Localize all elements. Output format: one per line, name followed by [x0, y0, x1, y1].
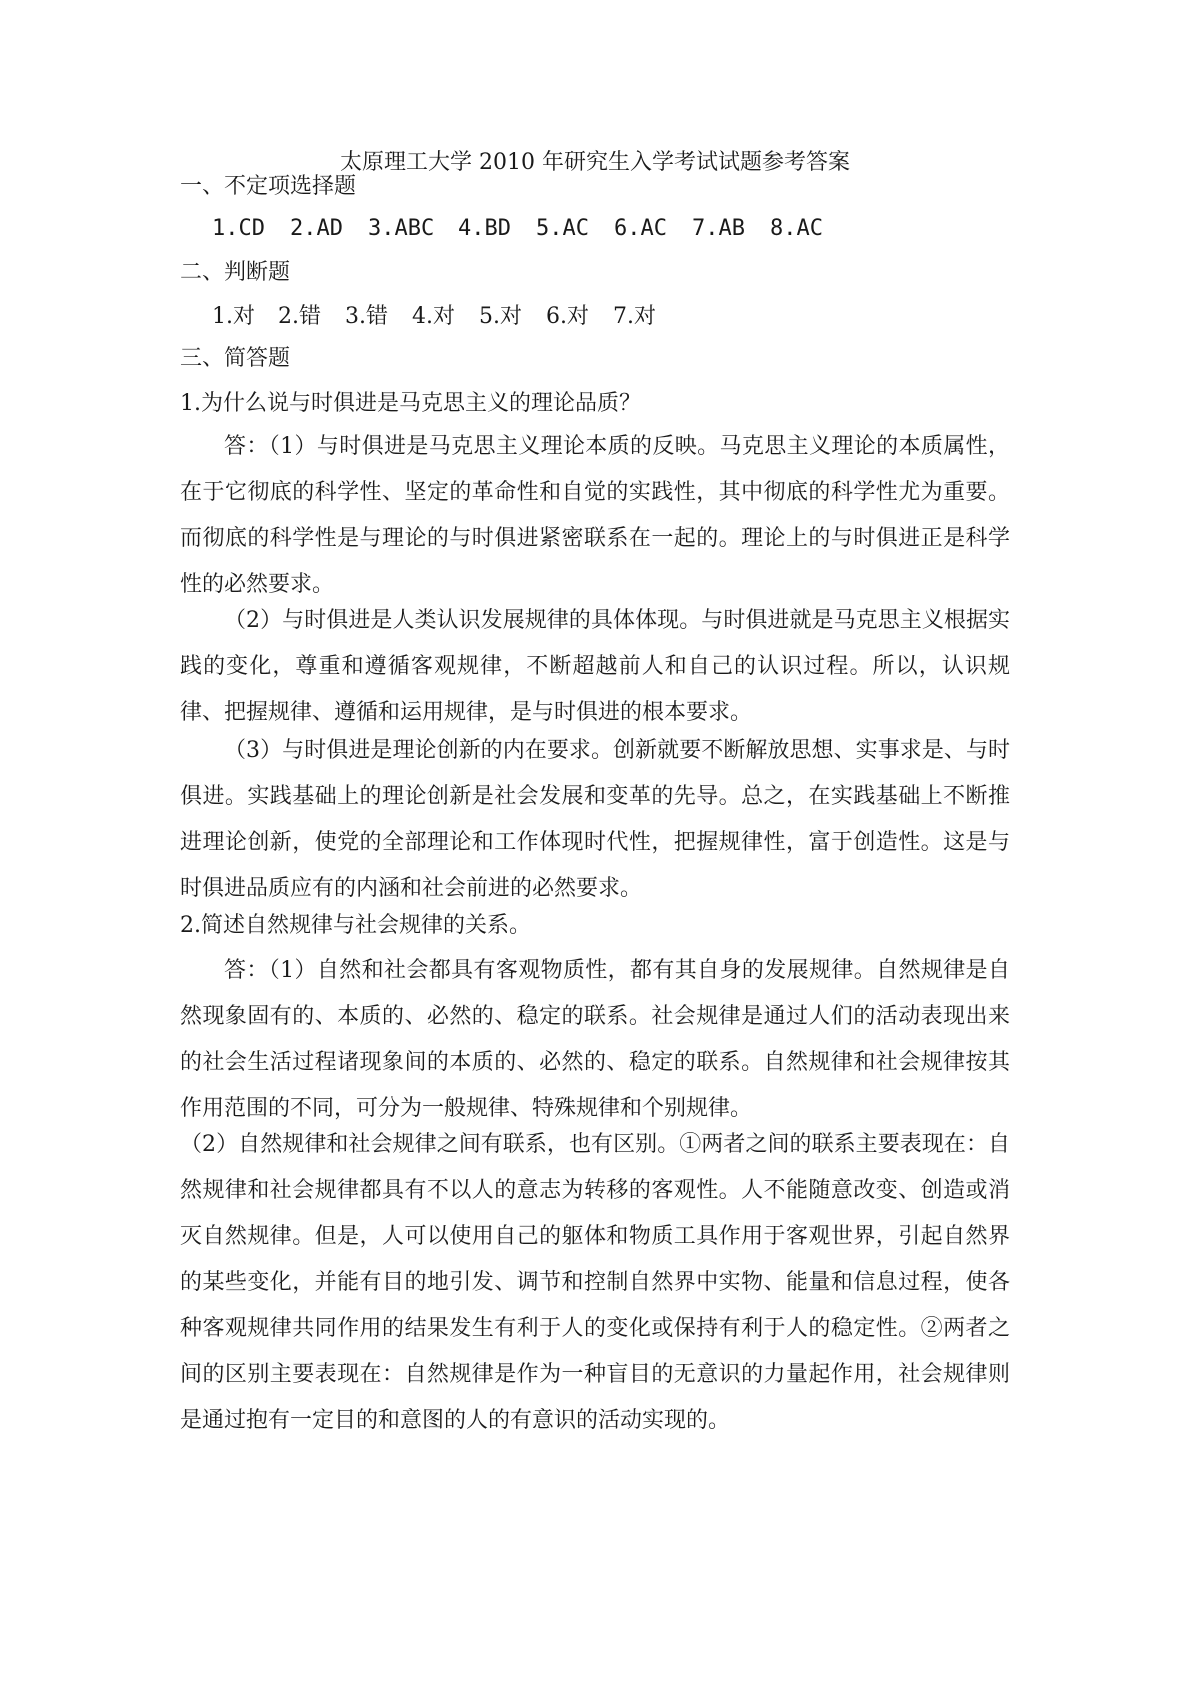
question-1: 1.为什么说与时俱进是马克思主义的理论品质？ [180, 391, 641, 416]
answer-item: 2.错 [278, 304, 321, 329]
answer-item: 6.AC [614, 216, 667, 241]
answer-item: 4.对 [412, 304, 455, 329]
answer-1-paragraph-1: 答：（1）与时俱进是马克思主义理论本质的反映。马克思主义理论的本质属性，在于它彻底的科学性、坚定的革命性和自觉的实践性，其中彻底的科学性尤为重要。而彻底的科学性是与理论的与时俱进紧密联系在一起的。理论上的与时俱进正是科学性的必然要求。 [180, 434, 1010, 597]
answer-1-paragraph-3: （3）与时俱进是理论创新的内在要求。创新就要不断解放思想、实事求是、与时俱进。实践基础上的理论创新是社会发展和变革的先导。总之，在实践基础上不断推进理论创新，使党的全部理论和工作体现时代性，把握规律性，富于创造性。这是与时俱进品质应有的内涵和社会前进的必然要求。 [180, 738, 1010, 901]
answer-item: 4.BD [458, 216, 511, 241]
answer-1-paragraph-2: （2）与时俱进是人类认识发展规律的具体体现。与时俱进就是马克思主义根据实践的变化，尊重和遵循客观规律，不断超越前人和自己的认识过程。所以，认识规律、把握规律、遵循和运用规律，是与时俱进的根本要求。 [180, 608, 1010, 725]
section-heading-multiple-choice: 一、不定项选择题 [180, 174, 357, 199]
question-2: 2.简述自然规律与社会规律的关系。 [180, 913, 531, 938]
answer-2-paragraph-2: （2）自然规律和社会规律之间有联系，也有区别。①两者之间的联系主要表现在：自然规律和社会规律都具有不以人的意志为转移的客观性。人不能随意改变、创造或消灭自然规律。但是，人可以使用自己的躯体和物质工具作用于客观世界，引起自然界的某些变化，并能有目的地引发、调节和控制自然界中实物、能量和信息过程，使各种客观规律共同作用的结果发生有利于人的变化或保持有利于人的稳定性。②两者之间的区别主要表现在：自然规律是作为一种盲目的无意识的力量起作用，社会规律则是通过抱有一定目的和意图的人的有意识的活动实现的。 [180, 1132, 1010, 1433]
page-title: 太原理工大学 2010 年研究生入学考试试题参考答案 [340, 150, 850, 175]
answer-item: 7.AB [692, 216, 745, 241]
answer-item: 5.对 [479, 304, 522, 329]
answer-item: 1.CD [212, 216, 265, 241]
answer-item: 1.对 [212, 304, 255, 329]
answer-item: 3.错 [345, 304, 388, 329]
answer-item: 6.对 [546, 304, 589, 329]
answer-2-paragraph-1: 答：（1）自然和社会都具有客观物质性，都有其自身的发展规律。自然规律是自然现象固有的、本质的、必然的、稳定的联系。社会规律是通过人们的活动表现出来的社会生活过程诸现象间的本质的、必然的、稳定的联系。自然规律和社会规律按其作用范围的不同，可分为一般规律、特殊规律和个别规律。 [180, 958, 1010, 1121]
answer-item: 5.AC [536, 216, 589, 241]
section-heading-true-false: 二、判断题 [180, 260, 291, 285]
section-heading-short-answer: 三、简答题 [180, 346, 291, 371]
answer-item: 7.对 [613, 304, 656, 329]
answer-item: 8.AC [770, 216, 823, 241]
answer-item: 2.AD [290, 216, 343, 241]
answer-item: 3.ABC [368, 216, 435, 241]
